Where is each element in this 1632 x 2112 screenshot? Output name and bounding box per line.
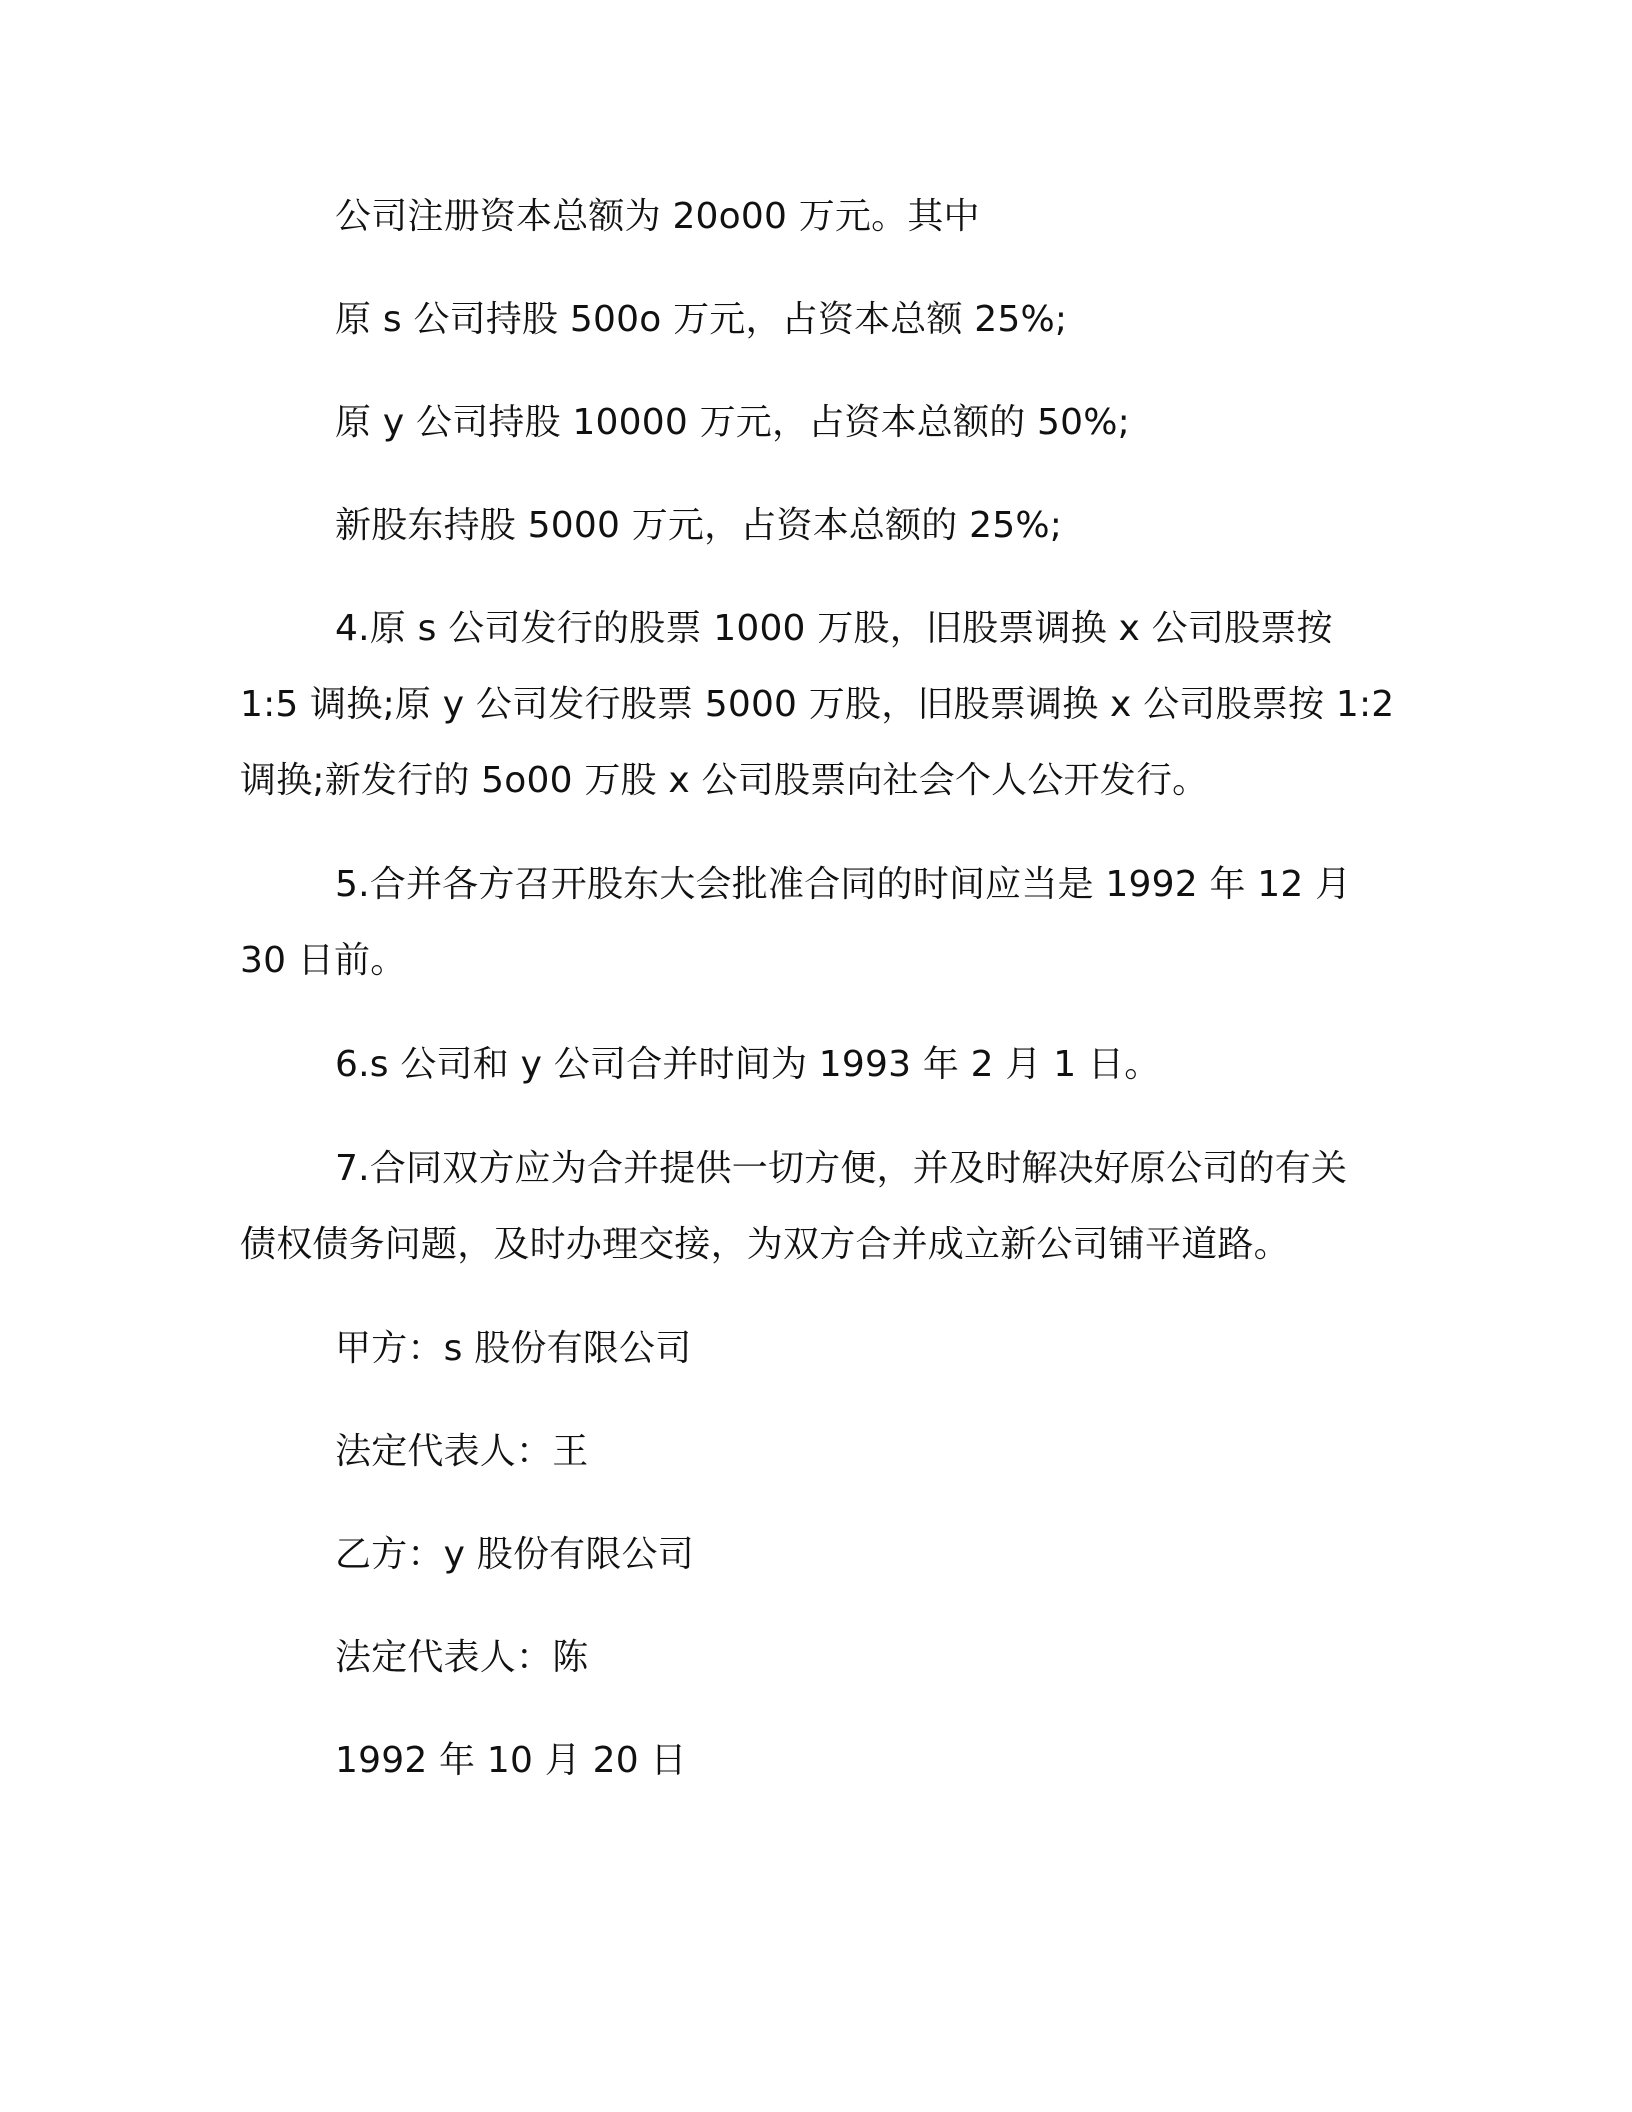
clause-6-line: 6.s 公司和 y 公司合并时间为 1993 年 2 月 1 日。	[335, 1044, 1161, 1085]
party-a-representative: 法定代表人：王	[335, 1431, 589, 1472]
party-a-line: 甲方：s 股份有限公司	[335, 1328, 692, 1369]
shareholding-s-line: 原 s 公司持股 500o 万元，占资本总额 25%;	[335, 299, 1068, 340]
clause-4-line-3: 调换;新发行的 5o00 万股 x 公司股票向社会个人公开发行。	[240, 760, 1209, 801]
shareholding-y-line: 原 y 公司持股 10000 万元，占资本总额的 50%;	[335, 402, 1130, 443]
clause-5-line-2: 30 日前。	[240, 940, 407, 981]
capital-total-line: 公司注册资本总额为 20o00 万元。其中	[335, 196, 980, 237]
party-b-line: 乙方：y 股份有限公司	[335, 1534, 694, 1575]
clause-7-line-1: 7.合同双方应为合并提供一切方便，并及时解决好原公司的有关	[335, 1148, 1348, 1189]
party-b-representative: 法定代表人：陈	[335, 1637, 589, 1678]
clause-5-line-1: 5.合并各方召开股东大会批准合同的时间应当是 1992 年 12 月	[335, 864, 1352, 905]
signing-date: 1992 年 10 月 20 日	[335, 1740, 687, 1781]
shareholding-new-line: 新股东持股 5000 万元，占资本总额的 25%;	[335, 505, 1063, 546]
clause-7-line-2: 债权债务问题，及时办理交接，为双方合并成立新公司铺平道路。	[240, 1224, 1290, 1265]
clause-4-line-2: 1:5 调换;原 y 公司发行股票 5000 万股，旧股票调换 x 公司股票按 1:2	[240, 684, 1395, 725]
clause-4-line-1: 4.原 s 公司发行的股票 1000 万股，旧股票调换 x 公司股票按	[335, 608, 1333, 649]
